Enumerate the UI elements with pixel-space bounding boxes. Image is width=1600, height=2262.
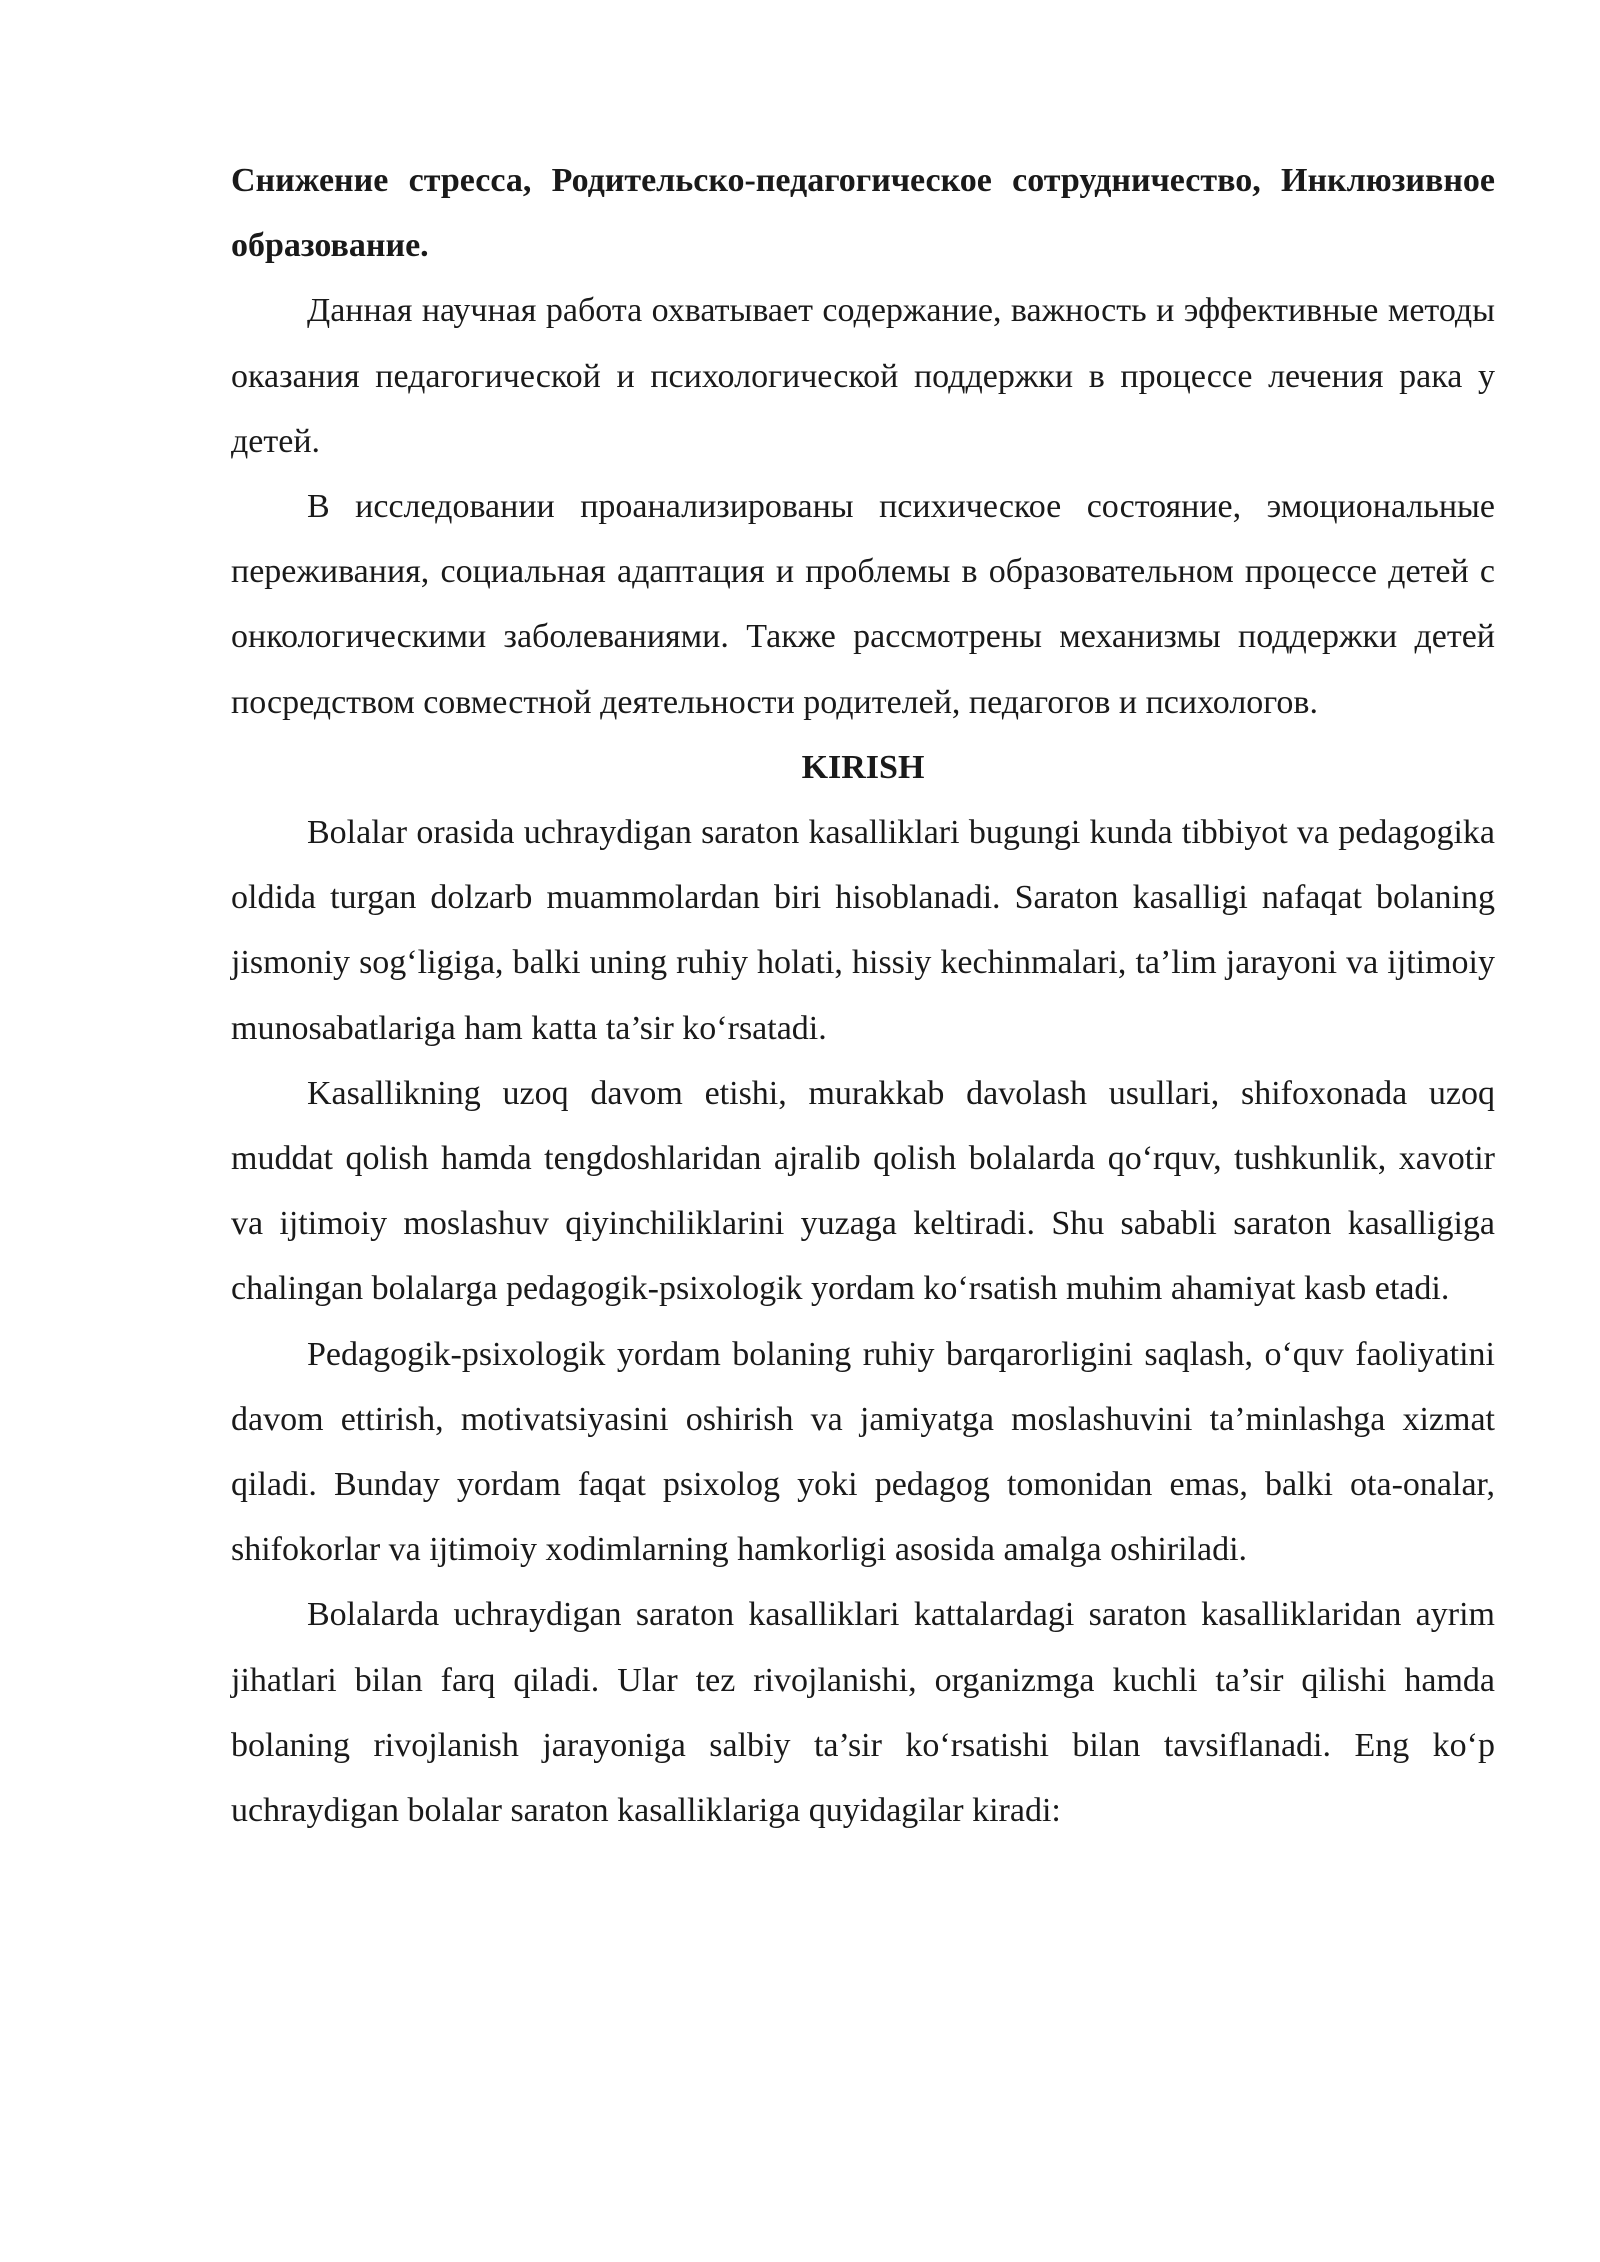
section-heading: KIRISH: [801, 748, 925, 786]
body-paragraph-2: Kasallikning uzoq davom etishi, murakkab davolash usullari, shifoxonada uzoq muddat qolish hamda tengdoshlaridan ajralib qolish bolalarda qo‘rquv, tushkunlik, xavotir va ijtimoiy moslashuv qiyinchiliklarini yuzaga keltiradi. Shu sababli saraton kasalligiga chalingan bolalarga pedagogik-psixologik yordam ko‘rsatish muhim ahamiyat kasb etadi.: [231, 1074, 1495, 1308]
body-paragraph-1: Bolalar orasida uchraydigan saraton kasalliklari bugungi kunda tibbiyot va pedagogika oldida turgan dolzarb muammolardan biri hisoblanadi. Saraton kasalligi nafaqat bolaning jismoniy sog‘ligiga, balki uning ruhiy holati, hissiy kechinmalari, ta’lim jarayoni va ijtimoiy munosabatlariga ham katta ta’sir ko‘rsatadi.: [231, 814, 1495, 1047]
abstract-paragraph-2: В исследовании проанализированы психическое состояние, эмоциональные переживания, социальная адаптация и проблемы в образовательном процессе детей с онкологическими заболеваниями. Также рассмотрены механизмы поддержки детей посредством совместной деятельности родителей, педагогов и психологов.: [231, 488, 1495, 721]
document-page: [231, 148, 1495, 1843]
body-paragraph-3: Pedagogik-psixologik yordam bolaning ruhiy barqarorligini saqlash, o‘quv faoliyatini davom ettirish, motivatsiyasini oshirish va jamiyatga moslashuvini ta’minlashga xizmat qiladi. Bunday yordam faqat psixolog yoki pedagog tomonidan emas, balki ota-onalar, shifokorlar va ijtimoiy xodimlarning hamkorligi asosida amalga oshiriladi.: [231, 1335, 1495, 1569]
keywords-line: Снижение стресса, Родительско-педагогическое сотрудничество, Инклюзивное образование.: [231, 162, 1495, 265]
body-paragraph-4: Bolalarda uchraydigan saraton kasalliklari kattalardagi saraton kasalliklaridan ayrim jihatlari bilan farq qiladi. Ular tez rivojlanishi, organizmga kuchli ta’sir qilishi hamda bolaning rivojlanish jarayoniga salbiy ta’sir ko‘rsatishi bilan tavsiflanadi. Eng ko‘p uchraydigan bolalar saraton kasalliklariga quyidagilar kiradi:: [231, 1596, 1495, 1830]
abstract-paragraph-1: Данная научная работа охватывает содержание, важность и эффективные методы оказания педагогической и психологической поддержки в процессе лечения рака у детей.: [231, 292, 1495, 460]
